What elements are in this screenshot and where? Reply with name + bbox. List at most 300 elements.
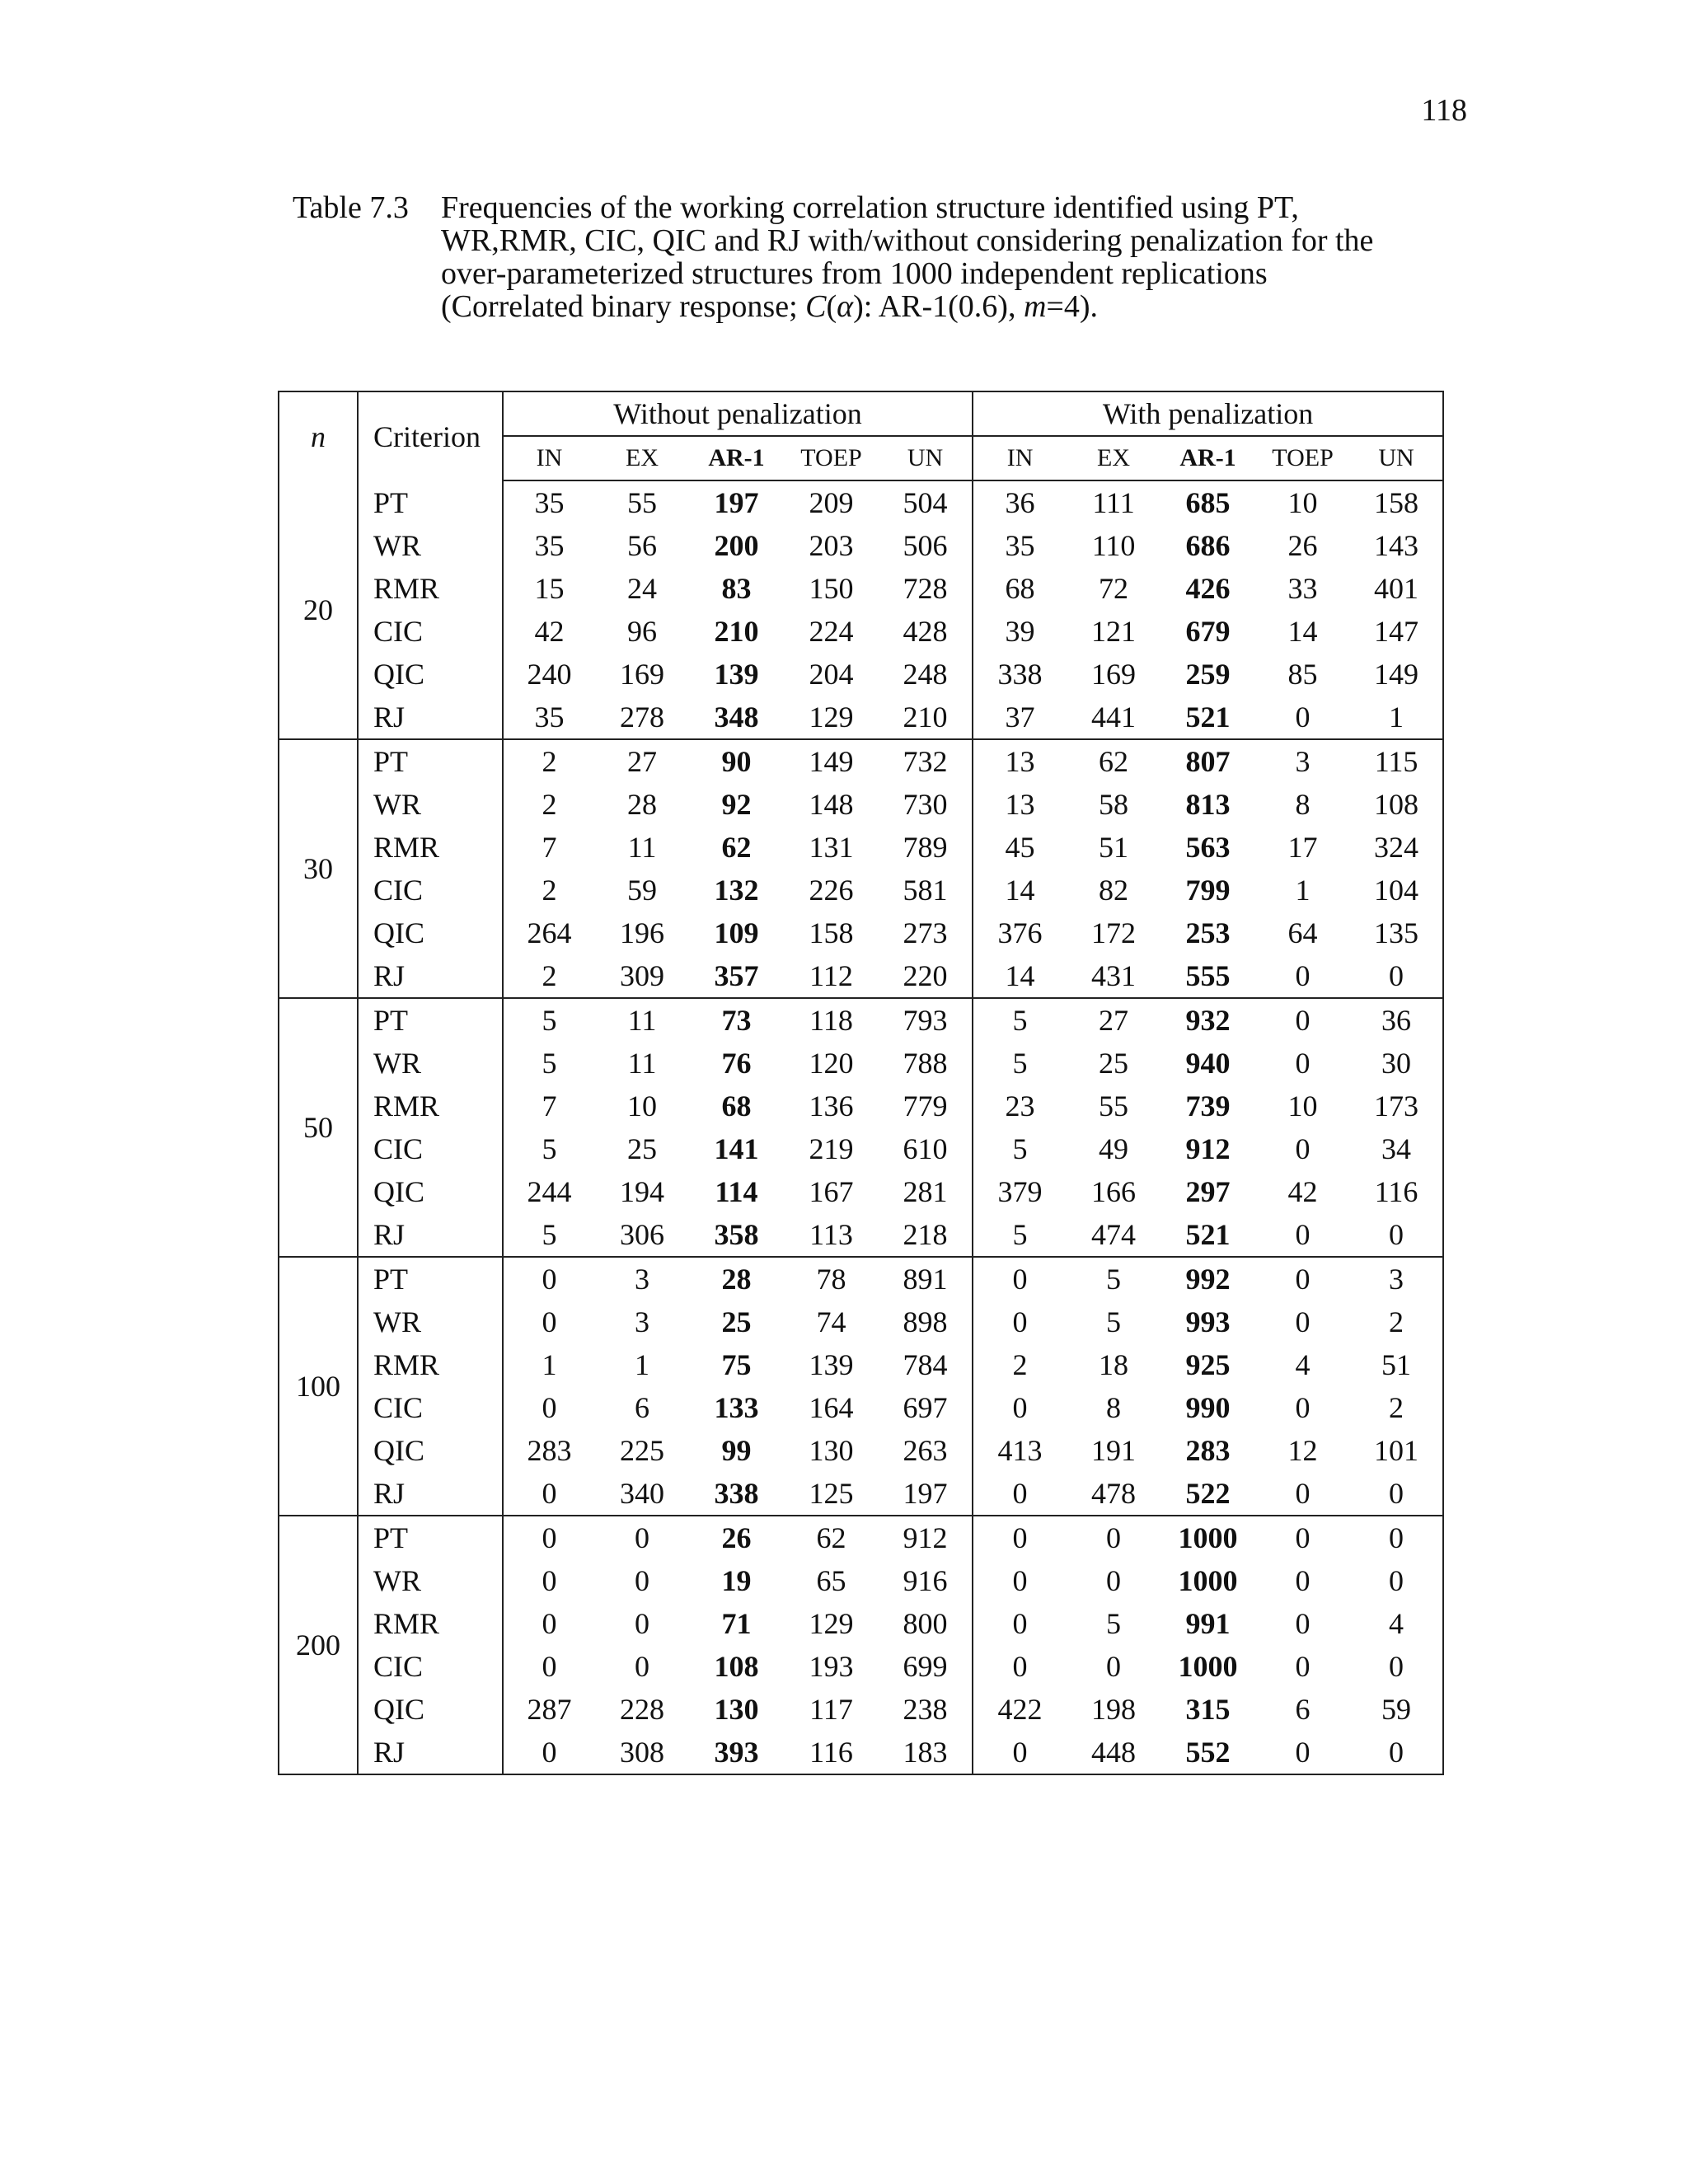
frequency-table — [278, 391, 1444, 1775]
table-row — [279, 1213, 1443, 1257]
table-row — [279, 1127, 1443, 1170]
frequency-cell: 253 — [1185, 916, 1231, 949]
frequency-cell: 109 — [714, 916, 759, 949]
frequency-cell: 72 — [1099, 572, 1129, 605]
frequency-cell: 686 — [1185, 529, 1231, 562]
frequency-cell: 55 — [627, 486, 657, 519]
frequency-cell: 5 — [503, 998, 595, 1042]
frequency-cell: 5 — [503, 1127, 595, 1170]
frequency-cell: 0 — [503, 1301, 595, 1343]
frequency-cell: 45 — [973, 826, 1067, 869]
caption-text: (Correlated binary response; — [441, 289, 806, 324]
frequency-cell: 59 — [627, 874, 657, 907]
frequency-cell: 0 — [1295, 1650, 1311, 1683]
caption-line: Frequencies of the working correlation structure identified using PT, — [441, 190, 1299, 225]
column-header: IN — [973, 436, 1067, 480]
frequency-cell: 891 — [879, 1257, 973, 1301]
frequency-cell: 428 — [903, 615, 948, 648]
frequency-cell: 925 — [1185, 1348, 1231, 1381]
table-row — [279, 524, 1443, 567]
frequency-cell: 42 — [1287, 1175, 1318, 1208]
frequency-cell: 555 — [1160, 954, 1255, 998]
frequency-cell: 5 — [1106, 1607, 1122, 1640]
frequency-cell: 788 — [903, 1047, 948, 1080]
frequency-cell: 0 — [635, 1607, 649, 1640]
frequency-cell: 10 — [1287, 1090, 1318, 1122]
table-row — [279, 610, 1443, 653]
table-row — [279, 954, 1443, 998]
frequency-cell: 0 — [1295, 1607, 1311, 1640]
criterion-cell: RJ — [358, 954, 503, 998]
frequency-cell: 281 — [903, 1175, 948, 1208]
frequency-cell: 11 — [595, 998, 689, 1042]
frequency-cell: 209 — [809, 486, 854, 519]
frequency-cell: 940 — [1185, 1047, 1231, 1080]
criterion-cell: PT — [358, 998, 503, 1042]
caption-variable-alpha: α — [837, 289, 854, 324]
criterion-cell: QIC — [358, 1429, 503, 1472]
table-row — [279, 567, 1443, 610]
sample-size-cell: 50 — [279, 998, 358, 1257]
frequency-cell: 912 — [879, 1516, 973, 1559]
frequency-cell: 448 — [1067, 1731, 1160, 1774]
frequency-cell: 0 — [973, 1516, 1067, 1559]
frequency-cell: 14 — [973, 869, 1067, 912]
frequency-cell: 74 — [816, 1305, 846, 1338]
frequency-cell: 55 — [1099, 1090, 1129, 1122]
frequency-cell: 198 — [1091, 1693, 1137, 1726]
frequency-cell: 62 — [784, 1516, 879, 1559]
frequency-cell: 278 — [595, 696, 689, 739]
criterion-cell: RJ — [358, 1731, 503, 1774]
frequency-cell: 4 — [1295, 1348, 1311, 1381]
frequency-cell: 610 — [903, 1132, 948, 1165]
frequency-cell: 12 — [1287, 1434, 1318, 1467]
criterion-column-header: Criterion — [358, 391, 503, 480]
criterion-cell: WR — [358, 524, 503, 567]
frequency-cell: 49 — [1099, 1132, 1129, 1165]
frequency-cell: 521 — [1160, 696, 1255, 739]
frequency-cell: 0 — [1295, 1391, 1311, 1424]
criterion-cell: QIC — [358, 912, 503, 954]
frequency-cell: 42 — [503, 610, 595, 653]
frequency-cell: 129 — [784, 696, 879, 739]
frequency-cell: 120 — [809, 1047, 854, 1080]
frequency-cell: 308 — [595, 1731, 689, 1774]
frequency-cell: 5 — [973, 1127, 1067, 1170]
table-caption — [293, 191, 1488, 323]
frequency-cell: 147 — [1374, 615, 1419, 648]
frequency-cell: 413 — [973, 1429, 1067, 1472]
frequency-cell: 1 — [635, 1348, 649, 1381]
frequency-cell: 348 — [689, 696, 784, 739]
frequency-cell: 259 — [1185, 658, 1231, 691]
criterion-cell: RMR — [358, 826, 503, 869]
frequency-cell: 898 — [903, 1305, 948, 1338]
caption-text: ( — [826, 289, 837, 324]
frequency-cell: 26 — [689, 1516, 784, 1559]
frequency-cell: 228 — [620, 1693, 664, 1726]
frequency-cell: 0 — [595, 1516, 689, 1559]
frequency-cell: 139 — [809, 1348, 854, 1381]
frequency-cell: 7 — [503, 1085, 595, 1127]
frequency-cell: 133 — [714, 1391, 759, 1424]
frequency-cell: 169 — [620, 658, 664, 691]
frequency-cell: 141 — [714, 1132, 759, 1165]
frequency-cell: 401 — [1374, 572, 1419, 605]
frequency-cell: 6 — [1295, 1693, 1311, 1726]
frequency-cell: 5 — [1106, 1305, 1122, 1338]
caption-line — [441, 290, 1488, 323]
frequency-cell: 283 — [1185, 1434, 1231, 1467]
criterion-cell: PT — [358, 1516, 503, 1559]
column-header: TOEP — [784, 436, 879, 480]
frequency-cell: 130 — [809, 1434, 854, 1467]
frequency-cell: 220 — [879, 954, 973, 998]
frequency-cell: 2 — [973, 1343, 1067, 1386]
frequency-cell: 108 — [714, 1650, 759, 1683]
frequency-cell: 552 — [1160, 1731, 1255, 1774]
frequency-cell: 218 — [879, 1213, 973, 1257]
frequency-cell: 789 — [903, 831, 948, 864]
frequency-cell: 13 — [973, 739, 1067, 783]
frequency-cell: 697 — [903, 1391, 948, 1424]
frequency-cell: 3 — [1255, 739, 1350, 783]
frequency-cell: 0 — [1106, 1564, 1122, 1597]
frequency-cell: 34 — [1381, 1132, 1412, 1165]
table-row — [279, 998, 1443, 1042]
frequency-cell: 17 — [1287, 831, 1318, 864]
frequency-cell: 71 — [721, 1607, 752, 1640]
frequency-cell: 5 — [503, 1213, 595, 1257]
frequency-cell: 0 — [1350, 1516, 1443, 1559]
frequency-cell: 23 — [973, 1085, 1067, 1127]
column-header: AR-1 — [689, 436, 784, 480]
frequency-cell: 581 — [903, 874, 948, 907]
frequency-cell: 240 — [503, 653, 595, 696]
frequency-cell: 0 — [1350, 1213, 1443, 1257]
frequency-cell: 226 — [809, 874, 854, 907]
table-row — [279, 783, 1443, 826]
frequency-cell: 990 — [1185, 1391, 1231, 1424]
caption-variable-m: m — [1023, 289, 1047, 324]
frequency-cell: 25 — [1099, 1047, 1129, 1080]
frequency-cell: 58 — [1099, 788, 1129, 821]
criterion-cell: QIC — [358, 1688, 503, 1731]
sample-size-cell: 30 — [279, 739, 358, 998]
frequency-cell: 62 — [1067, 739, 1160, 783]
frequency-cell: 62 — [721, 831, 752, 864]
frequency-cell: 0 — [1295, 1305, 1311, 1338]
group-header-without-penalization: Without penalization — [503, 391, 973, 436]
column-header: TOEP — [1255, 436, 1350, 480]
frequency-cell: 0 — [503, 1516, 595, 1559]
table-row — [279, 1688, 1443, 1731]
frequency-cell: 779 — [903, 1090, 948, 1122]
criterion-cell: CIC — [358, 1127, 503, 1170]
column-header: AR-1 — [1160, 436, 1255, 480]
frequency-cell: 1 — [503, 1343, 595, 1386]
frequency-cell: 5 — [1067, 1257, 1160, 1301]
table-row — [279, 653, 1443, 696]
frequency-cell: 426 — [1185, 572, 1231, 605]
frequency-cell: 358 — [689, 1213, 784, 1257]
frequency-cell: 118 — [784, 998, 879, 1042]
criterion-cell: PT — [358, 480, 503, 524]
frequency-cell: 287 — [503, 1688, 595, 1731]
frequency-cell: 563 — [1185, 831, 1231, 864]
criterion-cell: WR — [358, 1559, 503, 1602]
frequency-cell: 104 — [1374, 874, 1419, 907]
frequency-cell: 35 — [503, 524, 595, 567]
frequency-cell: 149 — [784, 739, 879, 783]
frequency-cell: 315 — [1185, 1693, 1231, 1726]
caption-text: =4). — [1046, 289, 1099, 324]
frequency-cell: 10 — [1287, 486, 1318, 519]
frequency-cell: 24 — [627, 572, 657, 605]
frequency-cell: 730 — [903, 788, 948, 821]
frequency-cell: 92 — [721, 788, 752, 821]
frequency-cell: 0 — [635, 1650, 649, 1683]
frequency-cell: 478 — [1067, 1472, 1160, 1516]
frequency-cell: 5 — [973, 998, 1067, 1042]
frequency-cell: 5 — [503, 1042, 595, 1085]
frequency-table-container — [278, 391, 1442, 1775]
frequency-cell: 0 — [635, 1564, 649, 1597]
frequency-cell: 65 — [816, 1564, 846, 1597]
frequency-cell: 30 — [1381, 1047, 1412, 1080]
column-header: EX — [1067, 436, 1160, 480]
frequency-cell: 115 — [1350, 739, 1443, 783]
frequency-cell: 376 — [973, 912, 1067, 954]
table-row — [279, 1343, 1443, 1386]
frequency-cell: 113 — [784, 1213, 879, 1257]
frequency-cell: 7 — [503, 826, 595, 869]
frequency-cell: 10 — [627, 1090, 657, 1122]
frequency-cell: 132 — [714, 874, 759, 907]
criterion-cell: RJ — [358, 1472, 503, 1516]
column-header: UN — [879, 436, 973, 480]
header-row-groups — [279, 391, 1443, 436]
frequency-cell: 51 — [1381, 1348, 1412, 1381]
column-header: EX — [595, 436, 689, 480]
frequency-cell: 0 — [973, 1602, 1067, 1645]
frequency-cell: 0 — [1255, 998, 1350, 1042]
frequency-cell: 27 — [595, 739, 689, 783]
frequency-cell: 739 — [1185, 1090, 1231, 1122]
frequency-cell: 522 — [1160, 1472, 1255, 1516]
frequency-cell: 166 — [1091, 1175, 1137, 1208]
frequency-cell: 116 — [1374, 1175, 1418, 1208]
frequency-cell: 338 — [689, 1472, 784, 1516]
criterion-cell: WR — [358, 1042, 503, 1085]
frequency-cell: 324 — [1374, 831, 1419, 864]
frequency-cell: 506 — [903, 529, 948, 562]
frequency-cell: 0 — [503, 1559, 595, 1602]
frequency-cell: 14 — [1287, 615, 1318, 648]
frequency-cell: 197 — [714, 486, 759, 519]
frequency-cell: 2 — [1389, 1391, 1404, 1424]
frequency-cell: 1 — [1295, 874, 1311, 907]
frequency-cell: 68 — [721, 1090, 752, 1122]
frequency-cell: 99 — [721, 1434, 752, 1467]
frequency-cell: 56 — [627, 529, 657, 562]
frequency-cell: 110 — [1091, 529, 1136, 562]
frequency-cell: 340 — [595, 1472, 689, 1516]
frequency-cell: 244 — [503, 1170, 595, 1213]
frequency-cell: 37 — [973, 696, 1067, 739]
frequency-cell: 0 — [1295, 1564, 1311, 1597]
table-row — [279, 1559, 1443, 1602]
frequency-cell: 194 — [620, 1175, 664, 1208]
table-row — [279, 826, 1443, 869]
frequency-cell: 273 — [903, 916, 948, 949]
frequency-cell: 422 — [973, 1688, 1067, 1731]
frequency-cell: 916 — [903, 1564, 948, 1597]
frequency-cell: 90 — [689, 739, 784, 783]
criterion-cell: CIC — [358, 1386, 503, 1429]
frequency-cell: 150 — [809, 572, 854, 605]
frequency-cell: 813 — [1185, 788, 1231, 821]
frequency-cell: 699 — [903, 1650, 948, 1683]
frequency-cell: 0 — [503, 1257, 595, 1301]
column-header: UN — [1350, 436, 1443, 480]
caption-label: Table 7.3 — [293, 190, 409, 225]
frequency-cell: 73 — [689, 998, 784, 1042]
frequency-cell: 679 — [1185, 615, 1231, 648]
frequency-cell: 210 — [714, 615, 759, 648]
frequency-cell: 149 — [1374, 658, 1419, 691]
frequency-cell: 18 — [1099, 1348, 1129, 1381]
frequency-cell: 912 — [1185, 1132, 1231, 1165]
frequency-cell: 158 — [809, 916, 854, 949]
frequency-cell: 799 — [1185, 874, 1231, 907]
frequency-cell: 129 — [809, 1607, 854, 1640]
frequency-cell: 0 — [503, 1731, 595, 1774]
frequency-cell: 203 — [809, 529, 854, 562]
table-row — [279, 912, 1443, 954]
frequency-cell: 76 — [721, 1047, 752, 1080]
table-row — [279, 869, 1443, 912]
frequency-cell: 224 — [809, 615, 854, 648]
criterion-cell: WR — [358, 783, 503, 826]
frequency-cell: 297 — [1185, 1175, 1231, 1208]
table-row — [279, 1472, 1443, 1516]
frequency-cell: 263 — [903, 1434, 948, 1467]
frequency-cell: 504 — [903, 486, 948, 519]
frequency-cell: 13 — [973, 783, 1067, 826]
frequency-cell: 14 — [973, 954, 1067, 998]
criterion-cell: CIC — [358, 1645, 503, 1688]
frequency-cell: 0 — [503, 1472, 595, 1516]
frequency-cell: 992 — [1160, 1257, 1255, 1301]
frequency-cell: 51 — [1099, 831, 1129, 864]
frequency-cell: 379 — [973, 1170, 1067, 1213]
criterion-cell: RJ — [358, 1213, 503, 1257]
frequency-cell: 0 — [503, 1645, 595, 1688]
frequency-cell: 306 — [595, 1213, 689, 1257]
frequency-cell: 309 — [595, 954, 689, 998]
frequency-cell: 2 — [503, 869, 595, 912]
table-row — [279, 1386, 1443, 1429]
page-number: 118 — [1421, 93, 1467, 128]
criterion-cell: RJ — [358, 696, 503, 739]
sample-size-cell: 200 — [279, 1516, 358, 1774]
frequency-cell: 108 — [1374, 788, 1419, 821]
frequency-cell: 35 — [973, 524, 1067, 567]
frequency-cell: 197 — [879, 1472, 973, 1516]
table-row — [279, 1645, 1443, 1688]
frequency-cell: 283 — [503, 1429, 595, 1472]
frequency-cell: 8 — [1106, 1391, 1122, 1424]
sample-size-cell: 100 — [279, 1257, 358, 1516]
frequency-cell: 3 — [635, 1305, 649, 1338]
frequency-cell: 732 — [879, 739, 973, 783]
frequency-cell: 59 — [1381, 1693, 1412, 1726]
frequency-cell: 191 — [1091, 1434, 1137, 1467]
frequency-cell: 136 — [809, 1090, 854, 1122]
frequency-cell: 1000 — [1178, 1650, 1238, 1683]
frequency-cell: 0 — [1295, 1047, 1311, 1080]
frequency-cell: 68 — [973, 567, 1067, 610]
frequency-cell: 11 — [627, 831, 657, 864]
frequency-cell: 0 — [973, 1257, 1067, 1301]
table-row — [279, 1085, 1443, 1127]
frequency-cell: 35 — [503, 480, 595, 524]
frequency-cell: 0 — [1255, 1516, 1350, 1559]
frequency-cell: 238 — [903, 1693, 948, 1726]
frequency-cell: 728 — [903, 572, 948, 605]
frequency-cell: 11 — [627, 1047, 657, 1080]
frequency-cell: 0 — [1255, 1213, 1350, 1257]
frequency-cell: 117 — [809, 1693, 853, 1726]
table-row — [279, 696, 1443, 739]
frequency-cell: 167 — [809, 1175, 854, 1208]
frequency-cell: 685 — [1185, 486, 1231, 519]
frequency-cell: 25 — [627, 1132, 657, 1165]
frequency-cell: 36 — [1350, 998, 1443, 1042]
table-row — [279, 1042, 1443, 1085]
frequency-cell: 158 — [1374, 486, 1419, 519]
frequency-cell: 131 — [809, 831, 854, 864]
table-row — [279, 1602, 1443, 1645]
frequency-cell: 196 — [620, 916, 664, 949]
frequency-cell: 0 — [1255, 1257, 1350, 1301]
n-column-header: n — [311, 419, 326, 453]
frequency-cell: 248 — [903, 658, 948, 691]
frequency-cell: 0 — [1067, 1516, 1160, 1559]
column-header: IN — [503, 436, 595, 480]
frequency-cell: 25 — [721, 1305, 752, 1338]
table-row — [279, 1731, 1443, 1774]
frequency-cell: 0 — [1255, 1472, 1350, 1516]
frequency-cell: 130 — [714, 1693, 759, 1726]
caption-line: over-parameterized structures from 1000 independent replications — [441, 256, 1268, 291]
caption-variable-c: C — [805, 289, 827, 324]
frequency-cell: 474 — [1067, 1213, 1160, 1257]
frequency-cell: 2 — [503, 954, 595, 998]
criterion-cell: RMR — [358, 1602, 503, 1645]
frequency-cell: 116 — [784, 1731, 879, 1774]
frequency-cell: 793 — [879, 998, 973, 1042]
frequency-cell: 135 — [1374, 916, 1419, 949]
frequency-cell: 26 — [1287, 529, 1318, 562]
criterion-cell: RMR — [358, 567, 503, 610]
frequency-cell: 6 — [635, 1391, 649, 1424]
frequency-cell: 0 — [503, 1602, 595, 1645]
frequency-cell: 991 — [1185, 1607, 1231, 1640]
frequency-cell: 82 — [1099, 874, 1129, 907]
